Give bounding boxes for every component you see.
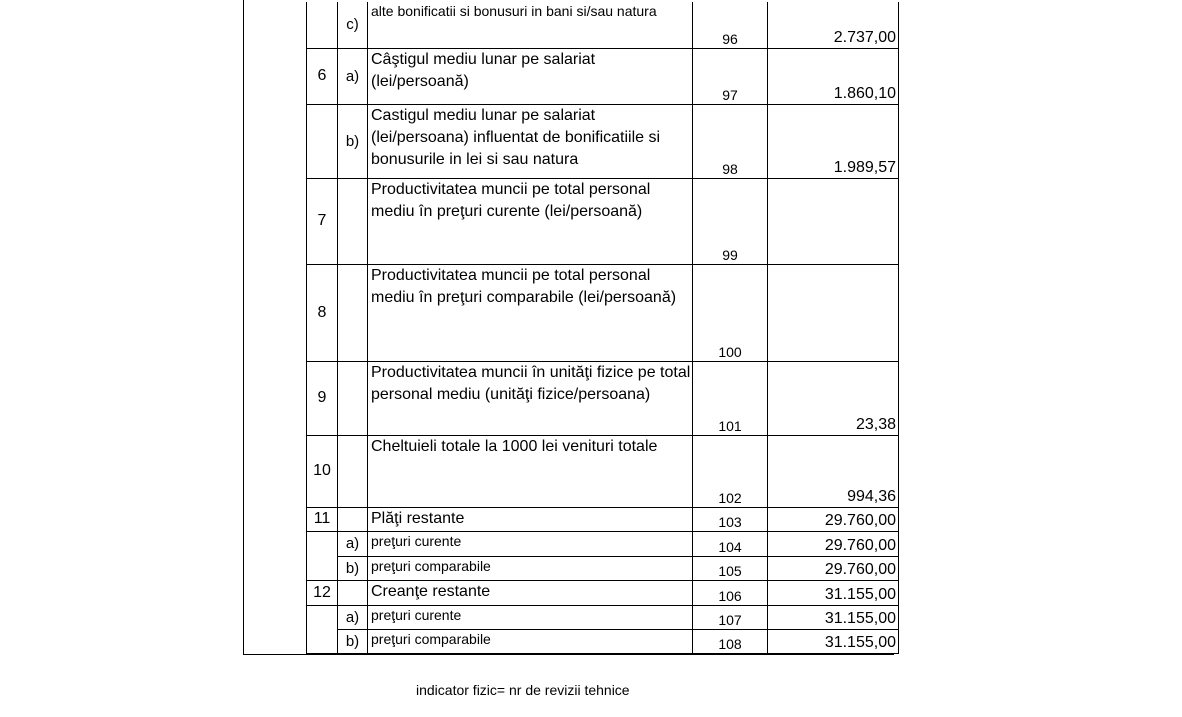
row-code: 105	[693, 556, 768, 580]
row-description: Productivitatea muncii în unităţi fizice pe total personal mediu (unităţi fizice/persoana)	[368, 361, 693, 435]
row-subindex	[338, 507, 368, 531]
row-description: Plăţi restante	[368, 507, 693, 531]
row-number: 7	[307, 178, 338, 264]
row-number	[307, 605, 338, 629]
row-number: 12	[307, 580, 338, 605]
row-number	[307, 629, 338, 653]
row-code: 104	[693, 531, 768, 556]
row-value: 29.760,00	[768, 531, 899, 556]
row-description: preţuri comparabile	[368, 556, 693, 580]
row-code: 101	[693, 361, 768, 435]
table-row	[307, 178, 899, 264]
table-row	[307, 556, 899, 580]
row-number	[307, 556, 338, 580]
row-subindex	[338, 580, 368, 605]
row-number	[307, 104, 338, 178]
row-value	[768, 264, 899, 361]
table-row	[307, 629, 899, 653]
footnote-text: indicator fizic= nr de revizii tehnice	[416, 682, 630, 698]
row-number: 10	[307, 435, 338, 507]
row-code: 99	[693, 178, 768, 264]
table-row	[307, 507, 899, 531]
row-value: 1.989,57	[768, 104, 899, 178]
table-row	[307, 361, 899, 435]
row-subindex	[338, 435, 368, 507]
row-number	[307, 2, 338, 48]
row-value: 29.760,00	[768, 556, 899, 580]
table-row	[307, 580, 899, 605]
row-description: alte bonificatii si bonusuri in bani si/sau natura	[368, 2, 693, 48]
row-description: Productivitatea muncii pe total personal mediu în preţuri curente (lei/persoană)	[368, 178, 693, 264]
row-subindex: b)	[338, 629, 368, 653]
row-code: 98	[693, 104, 768, 178]
row-value: 31.155,00	[768, 629, 899, 653]
row-subindex: c)	[338, 2, 368, 48]
row-code: 108	[693, 629, 768, 653]
row-description: Castigul mediu lunar pe salariat (lei/persoana) influentat de bonificatiile si bonusurile in lei si sau natura	[368, 104, 693, 178]
row-subindex: b)	[338, 556, 368, 580]
row-number: 11	[307, 507, 338, 531]
row-number: 9	[307, 361, 338, 435]
row-description: Cheltuieli totale la 1000 lei venituri totale	[368, 435, 693, 507]
table-row	[307, 531, 899, 556]
row-code: 100	[693, 264, 768, 361]
table-row	[307, 435, 899, 507]
left-border-line	[243, 0, 244, 655]
row-code: 102	[693, 435, 768, 507]
indicator-table	[306, 2, 899, 654]
row-subindex: a)	[338, 605, 368, 629]
row-value: 2.737,00	[768, 2, 899, 48]
row-subindex: a)	[338, 48, 368, 104]
row-value: 31.155,00	[768, 605, 899, 629]
table-row	[307, 48, 899, 104]
row-subindex	[338, 361, 368, 435]
row-description: Câştigul mediu lunar pe salariat (lei/persoană)	[368, 48, 693, 104]
row-value: 994,36	[768, 435, 899, 507]
row-value: 23,38	[768, 361, 899, 435]
row-code: 96	[693, 2, 768, 48]
row-code: 107	[693, 605, 768, 629]
row-subindex: b)	[338, 104, 368, 178]
table-row	[307, 264, 899, 361]
row-subindex	[338, 178, 368, 264]
row-subindex: a)	[338, 531, 368, 556]
row-number: 6	[307, 48, 338, 104]
table-row	[307, 605, 899, 629]
table-row	[307, 104, 899, 178]
row-description: Creanţe restante	[368, 580, 693, 605]
row-subindex	[338, 264, 368, 361]
row-number: 8	[307, 264, 338, 361]
row-value: 29.760,00	[768, 507, 899, 531]
row-value: 1.860,10	[768, 48, 899, 104]
row-description: Productivitatea muncii pe total personal mediu în preţuri comparabile (lei/persoană)	[368, 264, 693, 361]
row-code: 97	[693, 48, 768, 104]
row-code: 106	[693, 580, 768, 605]
row-code: 103	[693, 507, 768, 531]
row-description: preţuri curente	[368, 531, 693, 556]
bottom-border-line	[243, 654, 894, 655]
table-row	[307, 2, 899, 48]
row-value: 31.155,00	[768, 580, 899, 605]
row-number	[307, 531, 338, 556]
row-value	[768, 178, 899, 264]
row-description: preţuri comparabile	[368, 629, 693, 653]
row-description: preţuri curente	[368, 605, 693, 629]
